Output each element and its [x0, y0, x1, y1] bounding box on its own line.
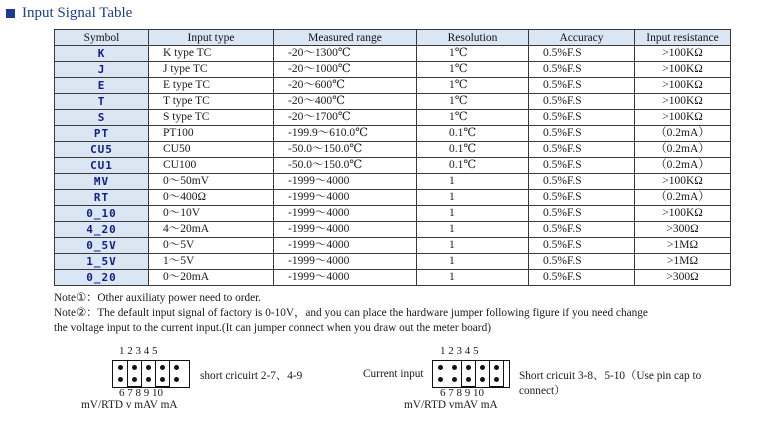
input-resistance-cell: >100KΩ [635, 206, 731, 222]
input-type-cell: K type TC [149, 46, 274, 62]
notes-block [54, 291, 754, 336]
input-type-cell: J type TC [149, 62, 274, 78]
resolution-cell: 0.1℃ [417, 126, 529, 142]
accuracy-cell: 0.5%F.S [529, 174, 635, 190]
symbol-cell: T [55, 94, 149, 110]
note-2-continued: the voltage input to the current input.(It can jumper connect when you draw out the meter board) [54, 322, 491, 334]
accuracy-cell: 0.5%F.S [529, 126, 635, 142]
signal-labels: mV/RTD vmAV mA [404, 399, 498, 411]
measured-range-cell: -20～400℃ [274, 94, 417, 110]
input-type-cell: 0～10V [149, 206, 274, 222]
input-type-cell: 0～50mV [149, 174, 274, 190]
jumper-cap [489, 360, 504, 387]
symbol-cell: K [55, 46, 149, 62]
jumper-cap [461, 360, 476, 387]
input-type-cell: 0～20mA [149, 270, 274, 286]
resolution-cell: 1℃ [417, 94, 529, 110]
top-pin-numbers: 1 2 3 4 5 [440, 345, 479, 357]
pin-dot [438, 365, 443, 370]
measured-range-cell: -1999～4000 [274, 254, 417, 270]
pin-dot [146, 377, 151, 382]
resolution-cell: 1 [417, 254, 529, 270]
input-resistance-cell: >1MΩ [635, 254, 731, 270]
signal-labels: mV/RTD v mAV mA [81, 399, 178, 411]
input-type-cell: 1～5V [149, 254, 274, 270]
table-row [55, 238, 731, 254]
resolution-cell: 1 [417, 190, 529, 206]
input-resistance-cell: >1MΩ [635, 238, 731, 254]
column-header: Input type [149, 30, 274, 46]
accuracy-cell: 0.5%F.S [529, 94, 635, 110]
table-row [55, 158, 731, 174]
measured-range-cell: -1999～4000 [274, 270, 417, 286]
resolution-cell: 1℃ [417, 78, 529, 94]
column-header: Measured range [274, 30, 417, 46]
input-resistance-cell: （0.2mA） [635, 190, 731, 206]
symbol-cell: RT [55, 190, 149, 206]
symbol-cell: 1_5V [55, 254, 149, 270]
jumper-cap [127, 360, 142, 387]
square-bullet-icon [6, 9, 15, 18]
input-resistance-cell: >100KΩ [635, 62, 731, 78]
input-type-cell: CU100 [149, 158, 274, 174]
jumper-block [112, 360, 190, 388]
table-row [55, 142, 731, 158]
measured-range-cell: -20～600℃ [274, 78, 417, 94]
column-header: Symbol [55, 30, 149, 46]
jumper-caption-line1: Short cricuit 3-8、5-10（Use pin cap to [519, 370, 702, 382]
table-row [55, 254, 731, 270]
symbol-cell: J [55, 62, 149, 78]
input-type-cell: 4～20mA [149, 222, 274, 238]
resolution-cell: 0.1℃ [417, 142, 529, 158]
accuracy-cell: 0.5%F.S [529, 110, 635, 126]
top-pin-numbers: 1 2 3 4 5 [119, 345, 158, 357]
pin-dot [174, 365, 179, 370]
symbol-cell: 4_20 [55, 222, 149, 238]
pin-dot [118, 377, 123, 382]
measured-range-cell: -1999～4000 [274, 174, 417, 190]
resolution-cell: 1℃ [417, 62, 529, 78]
pin-dot [452, 377, 457, 382]
measured-range-cell: -50.0～150.0℃ [274, 142, 417, 158]
measured-range-cell: -199.9～610.0℃ [274, 126, 417, 142]
measured-range-cell: -20～1000℃ [274, 62, 417, 78]
jumper-cap [155, 360, 170, 387]
input-resistance-cell: （0.2mA） [635, 158, 731, 174]
table-row [55, 110, 731, 126]
table-row [55, 94, 731, 110]
bottom-pin-numbers: 6 7 8 9 10 [440, 387, 484, 399]
table-row [55, 174, 731, 190]
measured-range-cell: -1999～4000 [274, 222, 417, 238]
symbol-cell: 0_10 [55, 206, 149, 222]
input-type-cell: CU50 [149, 142, 274, 158]
input-type-cell: T type TC [149, 94, 274, 110]
pin-dot [118, 365, 123, 370]
column-header: Accuracy [529, 30, 635, 46]
input-type-cell: PT100 [149, 126, 274, 142]
symbol-cell: MV [55, 174, 149, 190]
input-resistance-cell: >300Ω [635, 270, 731, 286]
measured-range-cell: -20～1700℃ [274, 110, 417, 126]
resolution-cell: 1℃ [417, 110, 529, 126]
table-row [55, 270, 731, 286]
section-heading [6, 2, 132, 24]
table-row [55, 78, 731, 94]
table-header-row [55, 30, 731, 46]
heading-title: Input Signal Table [22, 4, 133, 21]
column-header: Resolution [417, 30, 529, 46]
pin-dot [480, 365, 485, 370]
input-resistance-cell: （0.2mA） [635, 142, 731, 158]
measured-range-cell: -50.0～150.0℃ [274, 158, 417, 174]
input-signal-table [54, 29, 731, 286]
pin-dot [174, 377, 179, 382]
accuracy-cell: 0.5%F.S [529, 46, 635, 62]
pin-dot [452, 365, 457, 370]
symbol-cell: E [55, 78, 149, 94]
input-type-cell: E type TC [149, 78, 274, 94]
note-2: Note②：The default input signal of factory is 0-10V，and you can place the hardware jumper following figure if you need change [54, 307, 648, 319]
current-input-label: Current input [363, 368, 424, 380]
input-resistance-cell: >100KΩ [635, 110, 731, 126]
pin-dot [438, 377, 443, 382]
symbol-cell: PT [55, 126, 149, 142]
symbol-cell: CU1 [55, 158, 149, 174]
table-row [55, 206, 731, 222]
resolution-cell: 1 [417, 238, 529, 254]
pin-dot [480, 377, 485, 382]
input-resistance-cell: （0.2mA） [635, 126, 731, 142]
input-resistance-cell: >100KΩ [635, 46, 731, 62]
accuracy-cell: 0.5%F.S [529, 270, 635, 286]
accuracy-cell: 0.5%F.S [529, 238, 635, 254]
measured-range-cell: -20～1300℃ [274, 46, 417, 62]
measured-range-cell: -1999～4000 [274, 238, 417, 254]
accuracy-cell: 0.5%F.S [529, 158, 635, 174]
symbol-cell: CU5 [55, 142, 149, 158]
symbol-cell: 0_20 [55, 270, 149, 286]
measured-range-cell: -1999～4000 [274, 206, 417, 222]
table-row [55, 46, 731, 62]
input-resistance-cell: >100KΩ [635, 94, 731, 110]
input-resistance-cell: >100KΩ [635, 174, 731, 190]
jumper-block [432, 360, 510, 388]
bottom-pin-numbers: 6 7 8 9 10 [119, 387, 163, 399]
note-1: Note①：Other auxiliaty power need to order. [54, 292, 262, 304]
table-row [55, 190, 731, 206]
resolution-cell: 1 [417, 270, 529, 286]
input-resistance-cell: >300Ω [635, 222, 731, 238]
column-header: Input resistance [635, 30, 731, 46]
symbol-cell: 0_5V [55, 238, 149, 254]
accuracy-cell: 0.5%F.S [529, 222, 635, 238]
jumper-caption: short cricuirt 2-7、4-9 [200, 370, 303, 382]
table-row [55, 62, 731, 78]
input-resistance-cell: >100KΩ [635, 78, 731, 94]
resolution-cell: 1 [417, 174, 529, 190]
accuracy-cell: 0.5%F.S [529, 142, 635, 158]
jumper-caption-line2: connect） [519, 385, 566, 397]
input-type-cell: 0～400Ω [149, 190, 274, 206]
input-type-cell: S type TC [149, 110, 274, 126]
accuracy-cell: 0.5%F.S [529, 78, 635, 94]
table-body [55, 46, 731, 286]
accuracy-cell: 0.5%F.S [529, 254, 635, 270]
measured-range-cell: -1999～4000 [274, 190, 417, 206]
pin-dot [146, 365, 151, 370]
table-row [55, 222, 731, 238]
accuracy-cell: 0.5%F.S [529, 62, 635, 78]
resolution-cell: 1℃ [417, 46, 529, 62]
accuracy-cell: 0.5%F.S [529, 190, 635, 206]
resolution-cell: 1 [417, 222, 529, 238]
input-type-cell: 0～5V [149, 238, 274, 254]
symbol-cell: S [55, 110, 149, 126]
resolution-cell: 0.1℃ [417, 158, 529, 174]
table-row [55, 126, 731, 142]
accuracy-cell: 0.5%F.S [529, 206, 635, 222]
resolution-cell: 1 [417, 206, 529, 222]
